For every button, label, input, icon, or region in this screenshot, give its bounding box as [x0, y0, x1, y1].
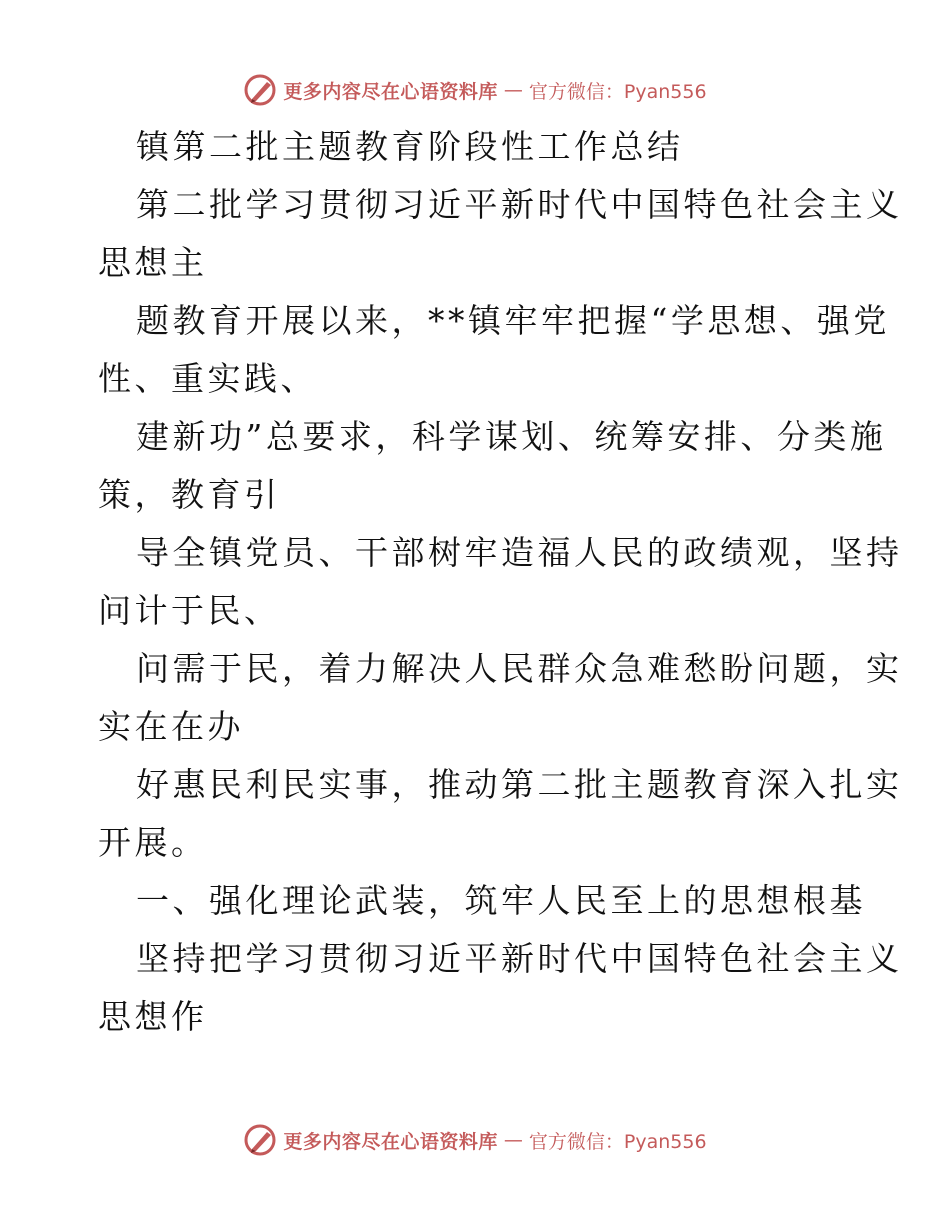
doc-line: 问计于民、: [98, 591, 281, 630]
doc-line: 策，教育引: [98, 475, 281, 514]
banner-wechat: 官方微信：Pyan556: [528, 1130, 707, 1153]
doc-line: 第二批学习贯彻习近平新时代中国特色社会主义: [136, 185, 903, 224]
doc-line: 导全镇党员、干部树牢造福人民的政绩观，坚持: [136, 533, 903, 572]
doc-line: 思想主: [98, 243, 208, 282]
doc-line: 建新功”总要求，科学谋划、统筹安排、分类施: [136, 417, 887, 456]
document-body: [98, 118, 903, 1046]
footer-banner: [0, 1120, 950, 1160]
banner-text: 更多内容尽在心语资料库: [283, 80, 498, 103]
doc-line: 思想作: [98, 997, 208, 1036]
doc-line: 好惠民利民实事，推动第二批主题教育深入扎实: [136, 765, 903, 804]
banner-separator: —: [503, 1129, 523, 1151]
doc-line: 坚持把学习贯彻习近平新时代中国特色社会主义: [136, 939, 903, 978]
pen-logo-icon: [243, 1123, 277, 1157]
doc-line: 问需于民，着力解决人民群众急难愁盼问题，实: [136, 649, 903, 688]
doc-line: 性、重实践、: [98, 359, 317, 398]
doc-line: 一、强化理论武装，筑牢人民至上的思想根基: [136, 881, 866, 920]
doc-line: 题教育开展以来，**镇牢牢把握“学思想、强党: [136, 301, 890, 340]
header-banner: [0, 70, 950, 110]
banner-separator: —: [503, 79, 523, 101]
pen-logo-icon: [243, 73, 277, 107]
doc-line: 镇第二批主题教育阶段性工作总结: [136, 127, 684, 166]
banner-text: 更多内容尽在心语资料库: [283, 1130, 498, 1153]
doc-line: 开展。: [98, 823, 208, 862]
doc-line: 实在在办: [98, 707, 244, 746]
banner-wechat: 官方微信：Pyan556: [528, 80, 707, 103]
